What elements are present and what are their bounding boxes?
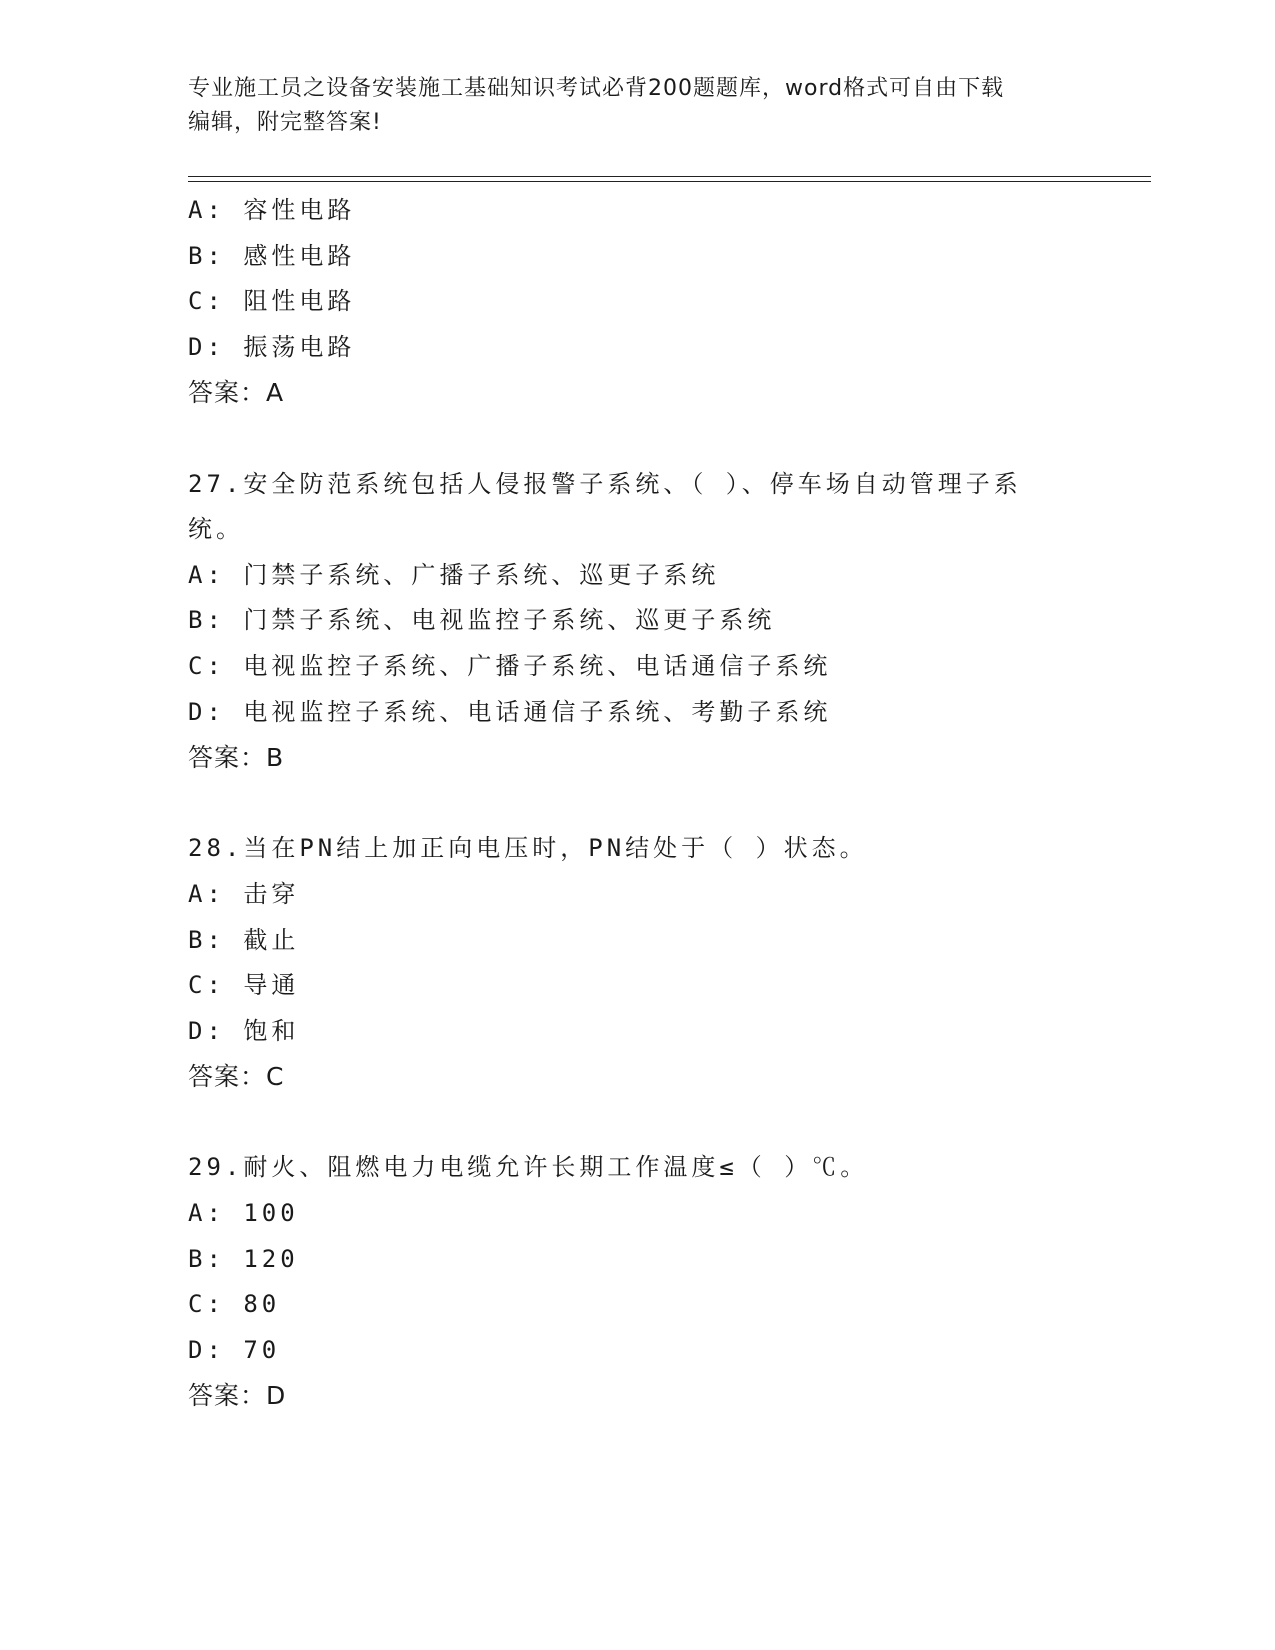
header-title-line-2: 编辑，附完整答案!: [188, 110, 382, 135]
option-d: D: 电视监控子系统、电话通信子系统、考勤子系统: [188, 697, 832, 726]
option-d: D: 饱和: [188, 1016, 300, 1045]
question-block-27: [188, 462, 1088, 781]
option-c: C: 80: [188, 1290, 281, 1319]
question-content: [188, 188, 1088, 1419]
option-b: B: 感性电路: [188, 241, 356, 270]
question-text: 27.安全防范系统包括人侵报警子系统、（ ）、停车场自动管理子系统。: [188, 469, 1022, 544]
answer-line: 答案：C: [188, 1062, 285, 1092]
option-d: D: 70: [188, 1335, 281, 1364]
option-a: A: 门禁子系统、广播子系统、巡更子系统: [188, 560, 720, 589]
option-c: C: 导通: [188, 971, 300, 1000]
header-divider-top: [188, 176, 1151, 177]
option-b: B: 截止: [188, 925, 300, 954]
document-header: [188, 72, 1088, 140]
header-divider-bottom: [188, 181, 1151, 182]
option-a: A: 100: [188, 1199, 299, 1228]
option-d: D: 振荡电路: [188, 332, 356, 361]
header-title-line-1: 专业施工员之设备安装施工基础知识考试必背200题题库，word格式可自由下载: [188, 76, 1005, 101]
question-text: 29.耐火、阻燃电力电缆允许长期工作温度≤（ ）℃。: [188, 1153, 869, 1182]
question-block-26: [188, 188, 1088, 416]
question-text: 28.当在PN结上加正向电压时，PN结处于（ ）状态。: [188, 834, 868, 863]
option-b: B: 门禁子系统、电视监控子系统、巡更子系统: [188, 606, 776, 635]
question-block-29: [188, 1145, 1088, 1419]
option-a: A: 容性电路: [188, 196, 356, 224]
answer-line: 答案：D: [188, 1381, 287, 1411]
option-c: C: 电视监控子系统、广播子系统、电话通信子系统: [188, 651, 832, 680]
option-b: B: 120: [188, 1244, 299, 1273]
answer-line: 答案：A: [188, 378, 285, 408]
question-block-28: [188, 826, 1088, 1100]
option-a: A: 击穿: [188, 879, 300, 908]
option-c: C: 阻性电路: [188, 287, 356, 316]
answer-line: 答案：B: [188, 743, 285, 773]
